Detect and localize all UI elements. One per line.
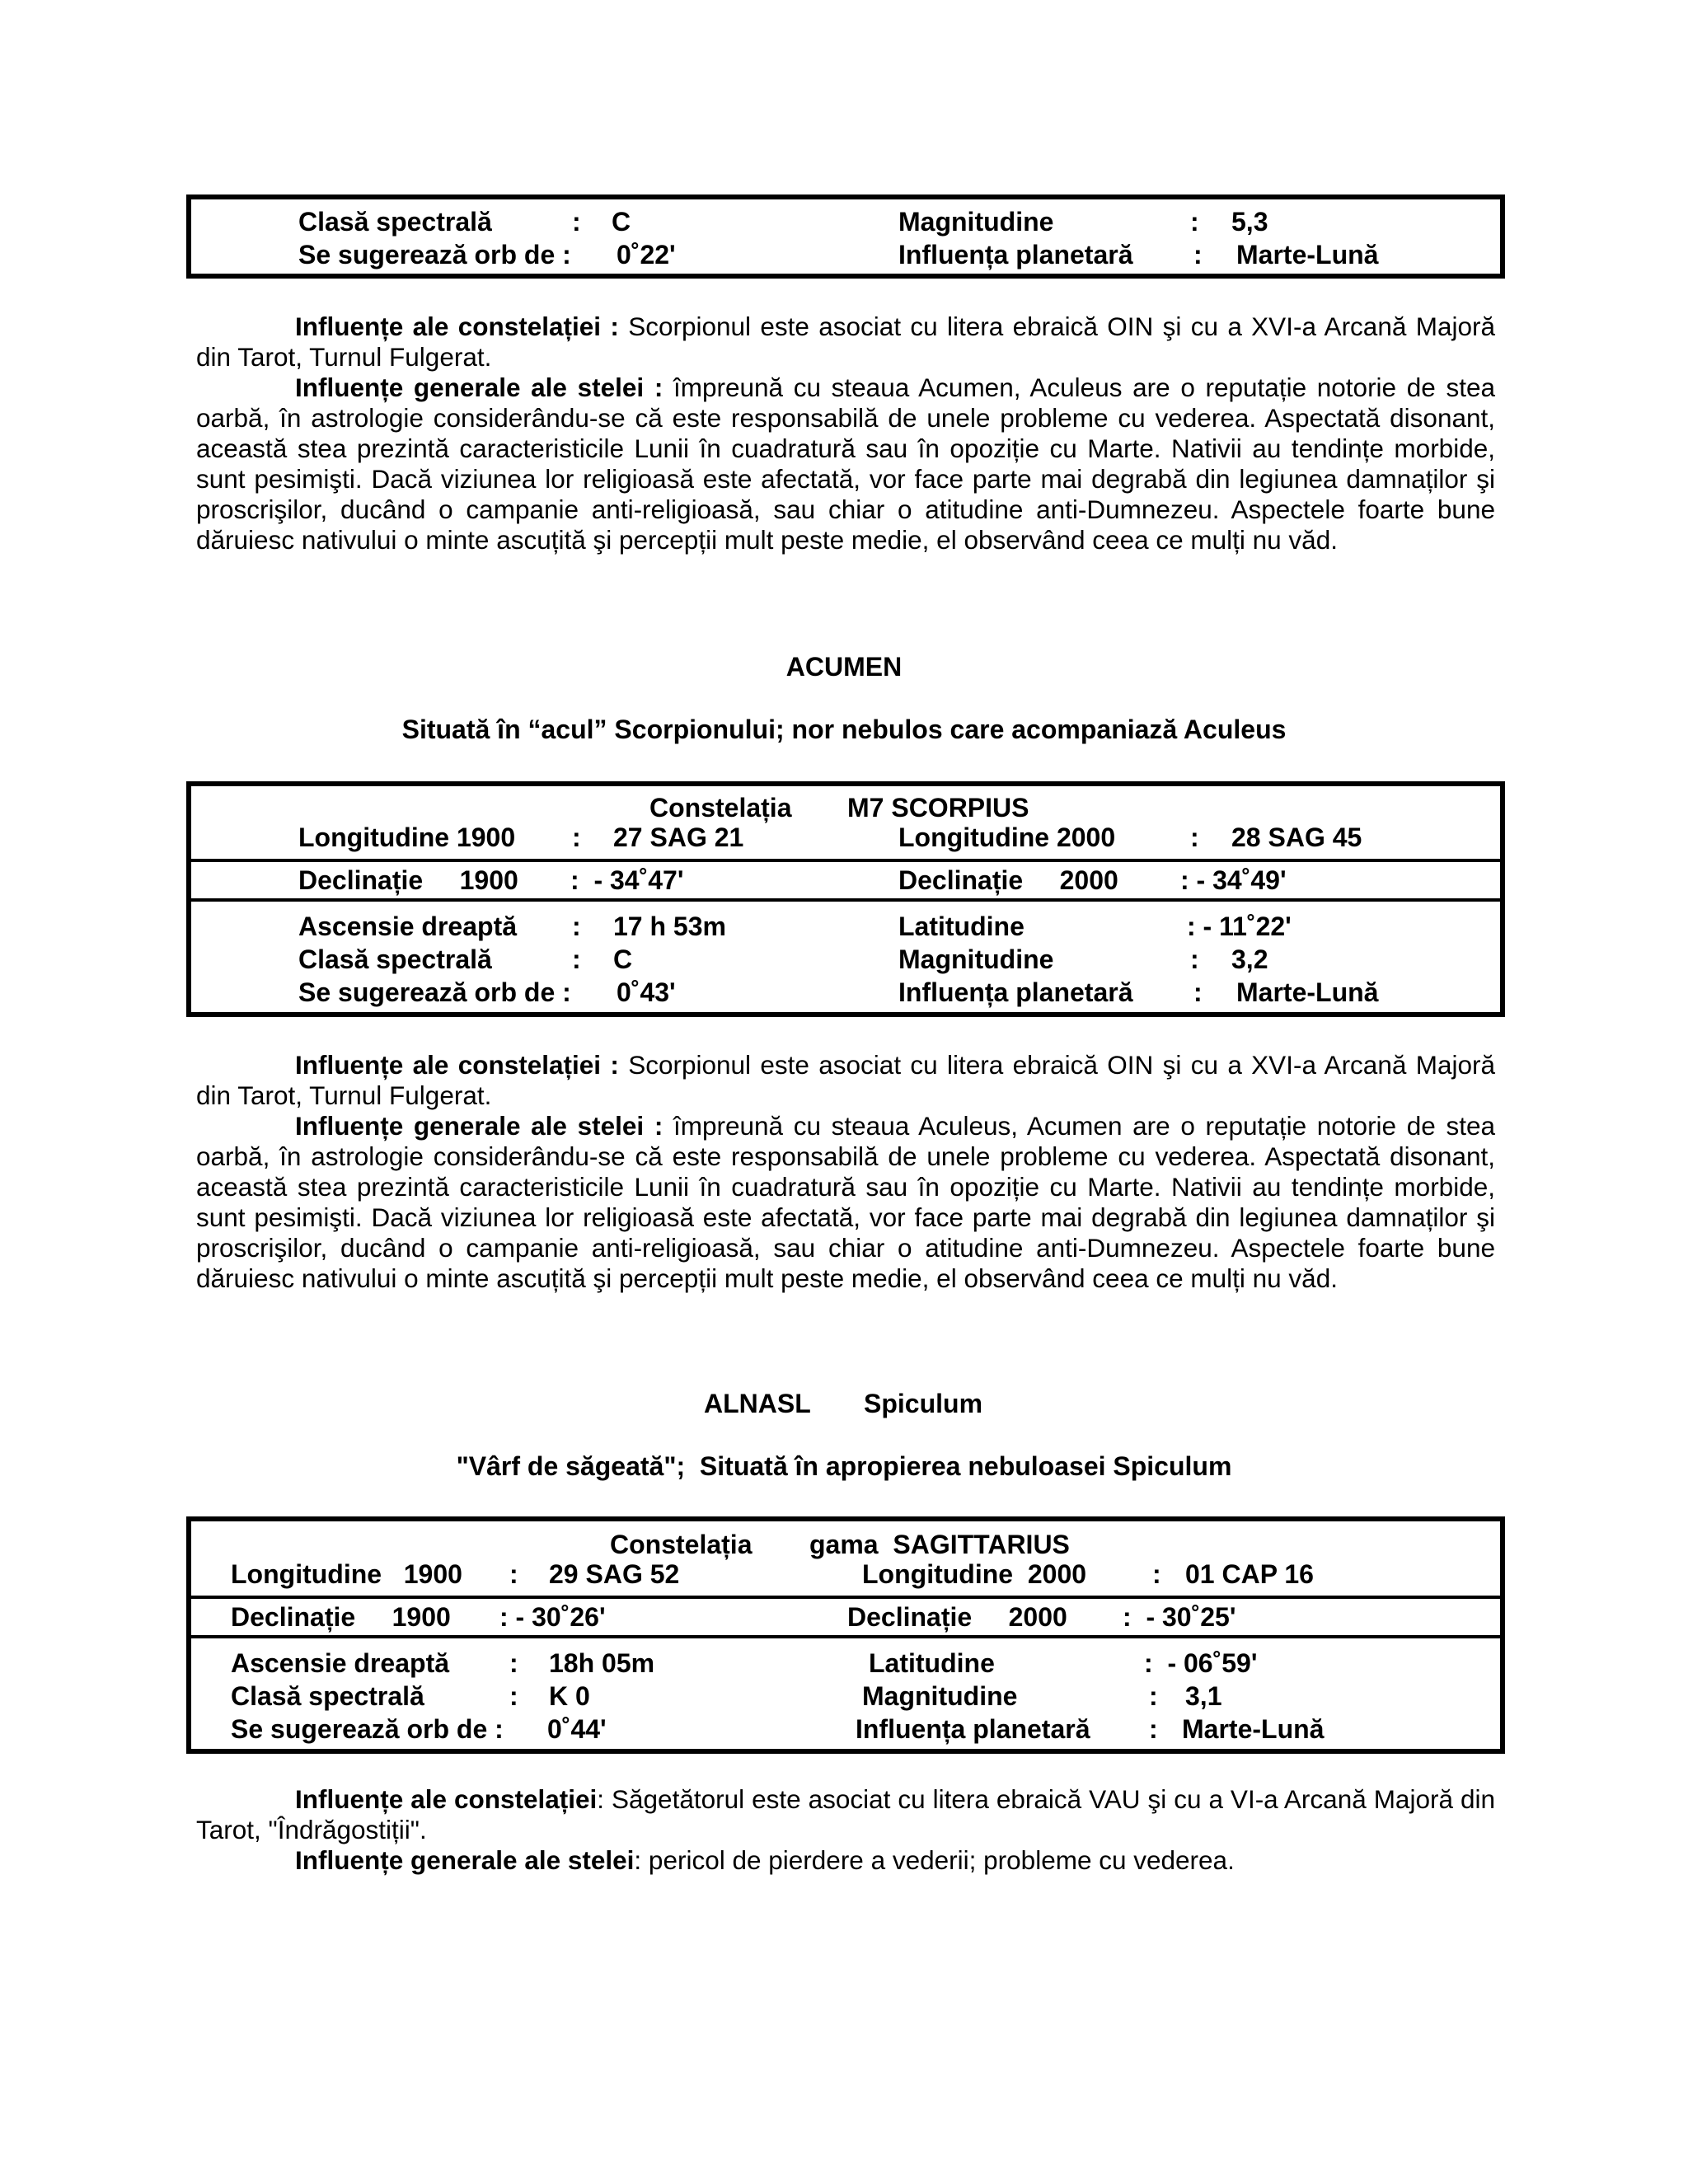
constellation-influence-text: : Săgetătorul este asociat cu litera ebraică VAU şi cu a VI-a Arcană Majoră din Tarot, "Îndrăgostiții". [196, 1784, 1495, 1844]
planetary-influence-label: Influența planetară [898, 977, 1133, 1007]
orb-value: 0˚22ʹ [617, 240, 676, 269]
star-influence-text: împreună cu steaua Acumen, Aculeus are o reputație notorie de stea oarbă, în astrologie considerându-se că este responsabilă de unele probleme cu vederea. Aspectată disonant, această stea prezintă caracteristicile Lunii în cuadratură sau în opoziție cu Marte. Nativii au tendințe morbide, sunt pesimişti. Dacă viziunea lor religioasă este afectată, vor face parte mai degrabă din legiunea damnaților şi proscrişilor, ducând o campanie anti-religioasă, sau chiar o atitudine anti-Dumnezeu. Aspectele foarte bune dăruiesc nativului o minte ascuțită şi percepții mult peste medie, el observând ceea ce mulți nu văd. [196, 373, 1495, 555]
right-ascension-value: 18h 05m [549, 1648, 655, 1678]
alnasl-subtitle: "Vârf de săgeată"; Situată în apropierea nebuloasei Spiculum [456, 1451, 1232, 1481]
table-divider [191, 1635, 1500, 1638]
longitude-1900-sep: : [509, 1559, 518, 1589]
alnasl-description [196, 1784, 1495, 1876]
magnitude-sep: : [1149, 1681, 1158, 1711]
magnitude-sep: : [1190, 207, 1199, 237]
magnitude-label: Magnitudine [898, 207, 1054, 237]
right-ascension-sep: : [572, 912, 581, 941]
spectral-class-label: Clasă spectrală [298, 944, 492, 974]
longitude-1900-label: Longitudine 1900 [298, 823, 516, 852]
spectral-class-label: Clasă spectrală [298, 207, 492, 237]
magnitude-label: Magnitudine [862, 1681, 1018, 1711]
table-divider [191, 859, 1500, 862]
spectral-class-label: Clasă spectrală [231, 1681, 424, 1711]
spectral-class-value: K 0 [549, 1681, 590, 1711]
constellation-influence-text: Scorpionul este asociat cu litera ebraică OIN şi cu a XVI-a Arcană Majoră din Tarot, Turnul Fulgerat. [196, 1050, 1495, 1110]
right-ascension-label: Ascensie dreaptă [298, 912, 518, 941]
constellation-influence-label: Influențe ale constelației : [295, 312, 619, 341]
right-ascension-label: Ascensie dreaptă [231, 1648, 450, 1678]
star-influence-label: Influențe generale ale stelei : [295, 1111, 663, 1141]
declination-2000-value: : - 30˚25ʹ [1123, 1602, 1236, 1632]
latitude-label: Latitudine [869, 1648, 995, 1678]
constellation-influence-label: Influențe ale constelației [295, 1784, 598, 1814]
constellation-influence-text: Scorpionul este asociat cu litera ebraică OIN şi cu a XVI-a Arcană Majoră din Tarot, Turnul Fulgerat. [196, 312, 1495, 372]
declination-2000-label: Declinație 2000 [847, 1602, 1067, 1632]
declination-1900-value: : - 30˚26ʹ [499, 1602, 606, 1632]
magnitude-value: 5,3 [1231, 207, 1268, 237]
spectral-class-value: C [613, 944, 633, 974]
table-divider [191, 1596, 1500, 1599]
declination-2000-label: Declinație 2000 [898, 865, 1118, 895]
right-ascension-value: 17 h 53m [613, 912, 726, 941]
planetary-influence-value: Marte-Lună [1182, 1714, 1325, 1744]
constellation-label: Constelația [649, 793, 792, 823]
constellation-influence-label: Influențe ale constelației : [295, 1050, 619, 1080]
orb-label: Se sugerează orb de : [298, 240, 571, 269]
planetary-influence-value: Marte-Lună [1236, 240, 1379, 269]
longitude-2000-value: 28 SAG 45 [1231, 823, 1362, 852]
acumen-description [196, 1050, 1495, 1294]
magnitude-sep: : [1190, 944, 1199, 974]
latitude-label: Latitudine [898, 912, 1025, 941]
aculeus-description [196, 312, 1495, 555]
planetary-influence-sep: : [1149, 1714, 1158, 1744]
magnitude-value: 3,2 [1231, 944, 1268, 974]
right-ascension-sep: : [509, 1648, 518, 1678]
star-influence-label: Influențe generale ale stelei : [295, 373, 663, 402]
alnasl-alt-name: Spiculum [864, 1389, 983, 1418]
acumen-subtitle: Situată în “acul” Scorpionului; nor nebulos care acompaniază Aculeus [401, 715, 1287, 744]
declination-2000-value: : - 34˚49ʹ [1180, 865, 1287, 895]
magnitude-value: 3,1 [1185, 1681, 1222, 1711]
declination-1900-label: Declinație 1900 [298, 865, 518, 895]
alnasl-title: ALNASL [704, 1389, 811, 1418]
orb-label: Se sugerează orb de : [298, 977, 571, 1007]
constellation-value: M7 SCORPIUS [847, 793, 1029, 823]
table-divider [191, 898, 1500, 902]
declination-1900-value: : - 34˚47ʹ [570, 865, 684, 895]
longitude-2000-sep: : [1152, 1559, 1161, 1589]
acumen-title: ACUMEN [785, 652, 903, 682]
longitude-2000-label: Longitudine 2000 [898, 823, 1116, 852]
constellation-label: Constelația [610, 1530, 753, 1559]
spectral-class-value: C [612, 207, 631, 237]
longitude-2000-sep: : [1190, 823, 1199, 852]
orb-label: Se sugerează orb de : [231, 1714, 504, 1744]
acumen-data-table [186, 781, 1505, 1017]
constellation-value: gama SAGITTARIUS [809, 1530, 1070, 1559]
planetary-influence-sep: : [1193, 977, 1203, 1007]
planetary-influence-label: Influența planetară [856, 1714, 1090, 1744]
star-influence-text: : pericol de pierdere a vederii; probleme cu vederea. [634, 1845, 1235, 1875]
spectral-class-sep: : [572, 944, 581, 974]
longitude-2000-value: 01 CAP 16 [1185, 1559, 1314, 1589]
orb-value: 0˚44ʹ [547, 1714, 607, 1744]
latitude-value: : - 06˚59ʹ [1144, 1648, 1258, 1678]
longitude-1900-sep: : [572, 823, 581, 852]
magnitude-label: Magnitudine [898, 944, 1054, 974]
star-influence-label: Influențe generale ale stelei [295, 1845, 635, 1875]
longitude-1900-value: 27 SAG 21 [613, 823, 744, 852]
alnasl-data-table [186, 1516, 1505, 1754]
aculeus-data-table [186, 194, 1505, 279]
planetary-influence-value: Marte-Lună [1236, 977, 1379, 1007]
planetary-influence-label: Influența planetară [898, 240, 1133, 269]
spectral-class-sep: : [509, 1681, 518, 1711]
longitude-2000-label: Longitudine 2000 [862, 1559, 1087, 1589]
longitude-1900-value: 29 SAG 52 [549, 1559, 680, 1589]
planetary-influence-sep: : [1193, 240, 1203, 269]
star-influence-text: împreună cu steaua Aculeus, Acumen are o reputație notorie de stea oarbă, în astrologie considerându-se că este responsabilă de unele probleme cu vederea. Aspectată disonant, această stea prezintă caracteristicile Lunii în cuadratură sau în opoziție cu Marte. Nativii au tendințe morbide, sunt pesimişti. Dacă viziunea lor religioasă este afectată, vor face parte mai degrabă din legiunea damnaților şi proscrişilor, ducând o campanie anti-religioasă, sau chiar o atitudine anti-Dumnezeu. Aspectele foarte bune dăruiesc nativului o minte ascuțită şi percepții mult peste medie, el observând ceea ce mulți nu văd. [196, 1111, 1495, 1293]
declination-1900-label: Declinație 1900 [231, 1602, 451, 1632]
orb-value: 0˚43ʹ [617, 977, 676, 1007]
spectral-class-sep: : [572, 207, 581, 237]
latitude-value: : - 11˚22ʹ [1187, 912, 1292, 941]
longitude-1900-label: Longitudine 1900 [231, 1559, 462, 1589]
